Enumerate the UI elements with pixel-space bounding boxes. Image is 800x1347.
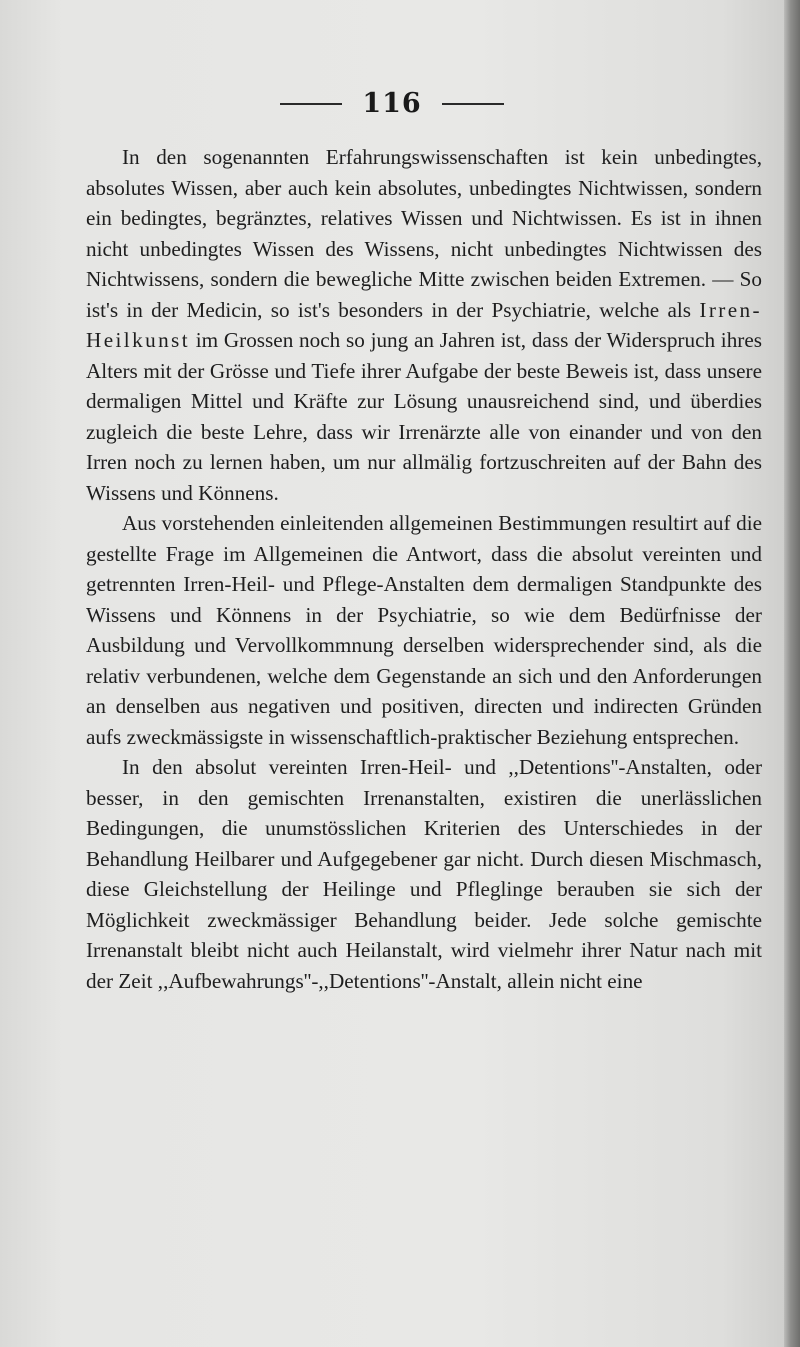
paragraph-2: Aus vorstehenden einleitenden allgemeinen Bestimmungen resultirt auf die gestellte Frage im Allgemeinen die Antwort, dass die absolut vereinten und getrennten Irren-Heil- und Pflege-Anstalten dem dermaligen Standpunkte des Wissens und Könnens in der Psychiatrie, so wie dem Bedürfnisse der Ausbildung und Vervollkommnung derselben widersprechender sind, als die relativ verbundenen, welche dem Gegenstande an sich und den Anforderungen an denselben aus negativen und positiven, directen und indirecten Gründen aufs zweckmässigste in wissenschaftlich-praktischer Beziehung entsprechen. [86, 511, 762, 749]
paragraph-1-spaced-term: Irren-Heilkunst [86, 297, 762, 352]
paragraph-1-text-after: im Grossen noch so jung an Jahren ist, dass der Widerspruch ihres Alters mit der Grösse und Tiefe ihrer Aufgabe der beste Beweis ist, dass unsere dermaligen Mittel und Kräfte zur Lösung unausreichend sind, und überdies zugleich die beste Lehre, dass wir Irrenärzte alle von einander und von den Irren noch zu lernen haben, um nur allmälig fortzuschreiten auf der Bahn des Wissens und Könnens. [86, 328, 762, 505]
paragraph-1 [86, 142, 762, 508]
page-number: 116 [362, 88, 422, 119]
header-rule-right [442, 103, 504, 105]
page-header [0, 88, 784, 119]
page-edge-shadow [784, 0, 800, 1347]
paragraph-3: In den absolut vereinten Irren-Heil- und ,,Detentions''-Anstalten, oder besser, in den gemischten Irrenanstalten, existiren die unerlässlichen Bedingungen, die unumstösslichen Kriterien des Unterschiedes in der Behandlung Heilbarer und Aufgegebener gar nicht. Durch diesen Mischmasch, diese Gleichstellung der Heilinge und Pfleglinge berauben sie sich der Möglichkeit zweckmässiger Behandlung beider. Jede solche gemischte Irrenanstalt bleibt nicht auch Heilanstalt, wird vielmehr ihrer Natur nach mit der Zeit ,,Aufbewahrungs''-,,Detentions''-Anstalt, allein nicht eine [86, 755, 762, 993]
body-text [86, 142, 762, 996]
paragraph-1-text-before: In den sogenannten Erfahrungswissenschaften ist kein unbedingtes, absolutes Wissen, aber auch kein absolutes, unbedingtes Nichtwissen, sondern ein bedingtes, begränztes, relatives Wissen und Nichtwissen. Es ist in ihnen nicht unbedingtes Wissen des Wissens, nicht unbedingtes Nichtwissen des Nichtwissens, sondern die bewegliche Mitte zwischen beiden Extremen. — So ist's in der Medicin, so ist's besonders in der Psychiatrie, welche als [86, 145, 762, 322]
header-rule-left [280, 103, 342, 105]
